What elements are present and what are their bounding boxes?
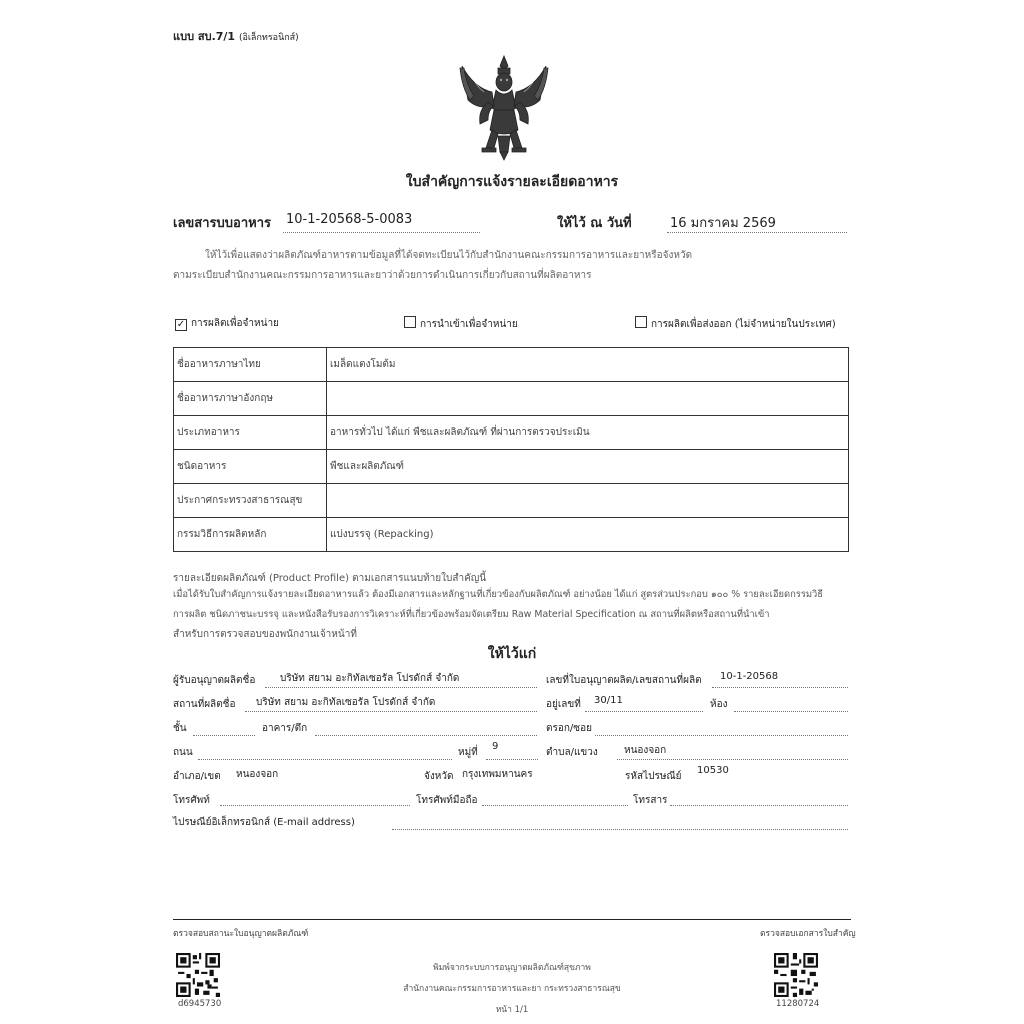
district-label: อำเภอ/เขต [173,771,221,782]
intro-line-1: ให้ไว้เพื่อแสดงว่าผลิตภัณฑ์อาหารตามข้อมูลที่ได้จดทะเบียนไว้กับสำนักงานคณะกรรมการอาหารและยาหรือจังหวัด [205,250,693,261]
food-details-table [173,347,849,552]
postcode-label: รหัสไปรษณีย์ [625,771,682,782]
footer-right-caption: ตรวจสอบเอกสารใบสำคัญ [760,929,856,939]
table-cell-value: เมล็ดแตงโมต้ม [327,348,849,382]
document-title: ใบสำคัญการแจ้งรายละเอียดอาหาร [405,174,619,190]
checkbox-unchecked [404,316,416,328]
date-value: 16 มกราคม 2569 [670,216,776,231]
alley-label: ตรอก/ซอย [546,723,592,734]
checkbox-checked: ✓ [176,319,186,330]
table-row [174,484,849,518]
fax-label: โทรสาร [633,795,668,806]
intro-line-2: ตามระเบียบสำนักงานคณะกรรมการอาหารและยาว่าด้วยการดำเนินการเกี่ยวกับสถานที่ผลิตอาหาร [173,270,592,281]
registration-label: เลขสารบบอาหาร [173,216,271,231]
checkbox-unchecked [635,316,647,328]
table-cell-value [327,484,849,518]
table-cell-value: พืชและผลิตภัณฑ์ [327,450,849,484]
garuda-emblem-icon [452,52,556,162]
province-value: กรุงเทพมหานคร [462,769,533,780]
table-cell-label: กรรมวิธีการผลิตหลัก [174,518,327,552]
license-number-value: 10-1-20568 [720,671,779,682]
purpose-option-manufacture [175,316,279,331]
table-cell-label: ชนิดอาหาร [174,450,327,484]
floor-label: ชั้น [173,723,187,734]
table-cell-value: แบ่งบรรจุ (Repacking) [327,518,849,552]
moo-label: หมู่ที่ [458,747,478,758]
road-label: ถนน [173,747,193,758]
place-label: สถานที่ผลิตชื่อ [173,699,236,710]
right-qr-code-number: 11280724 [776,999,820,1009]
left-qr-code-number: d6945730 [178,999,222,1009]
table-cell-value [327,382,849,416]
phone-label: โทรศัพท์ [173,795,210,806]
province-label: จังหวัด [424,771,454,782]
table-row [174,382,849,416]
notes-line-3: การผลิต ชนิดภาชนะบรรจุ และหนังสือรับรองการวิเคราะห์ที่เกี่ยวข้องพร้อมจัดเตรียม Raw Material Specification ณ สถานที่ผลิตหรือสถานที่นำเข้า [173,609,770,620]
holder-value: บริษัท สยาม อะกิทัลเซอรัล โปรดักส์ จำกัด [280,673,460,684]
footer-center-line-1: พิมพ์จากระบบการอนุญาตผลิตภัณฑ์สุขภาพ [433,963,591,973]
house-number-label: อยู่เลขที่ [546,699,581,710]
notes-line-1: รายละเอียดผลิตภัณฑ์ (Product Profile) ตามเอกสารแนบท้ายใบสำคัญนี้ [173,573,487,584]
footer-divider [173,919,851,920]
license-number-label: เลขที่ใบอนุญาตผลิต/เลขสถานที่ผลิต [546,675,702,686]
purpose-option-export [635,316,836,332]
house-number-value: 30/11 [594,695,623,706]
mobile-label: โทรศัพท์มือถือ [416,795,478,806]
form-code-text: แบบ สบ.7/1 [173,30,236,43]
purpose-option-manufacture-label: การผลิตเพื่อจำหน่าย [191,318,279,329]
footer-left-caption: ตรวจสอบสถานะใบอนุญาตผลิตภัณฑ์ [173,929,309,939]
footer-center-line-2: สำนักงานคณะกรรมการอาหารและยา กระทรวงสาธารณสุข [403,984,621,994]
subdistrict-value: หนองจอก [624,745,667,756]
date-label: ให้ไว้ ณ วันที่ [557,216,632,231]
notes-line-4: สำหรับการตรวจสอบของพนักงานเจ้าหน้าที่ [173,629,357,640]
form-code [173,27,299,45]
table-cell-label: ชื่ออาหารภาษาไทย [174,348,327,382]
room-label: ห้อง [710,699,728,710]
table-cell-label: ประเภทอาหาร [174,416,327,450]
moo-value: 9 [492,741,499,752]
subdistrict-label: ตำบล/แขวง [546,747,598,758]
table-cell-label: ประกาศกระทรวงสาธารณสุข [174,484,327,518]
registration-number: 10-1-20568-5-0083 [286,212,413,227]
form-code-note: (อิเล็กทรอนิกส์) [238,33,299,43]
table-cell-value: อาหารทั่วไป ได้แก่ พืชและผลิตภัณฑ์ ที่ผ่านการตรวจประเมิน [327,416,849,450]
table-row [174,518,849,552]
table-row [174,416,849,450]
building-label: อาคาร/ตึก [262,723,308,734]
purpose-option-import-label: การนำเข้าเพื่อจำหน่าย [420,319,518,330]
postcode-value: 10530 [697,765,729,776]
place-value: บริษัท สยาม อะกิทัลเซอรัล โปรดักส์ จำกัด [256,697,436,708]
purpose-option-import [404,316,518,332]
footer-page-number: หน้า 1/1 [495,1005,529,1015]
table-cell-label: ชื่ออาหารภาษาอังกฤษ [174,382,327,416]
purpose-option-export-label: การผลิตเพื่อส่งออก (ไม่จำหน่ายในประเทศ) [651,319,836,330]
district-value: หนองจอก [236,769,279,780]
holder-label: ผู้รับอนุญาตผลิตชื่อ [173,675,256,686]
notes-line-2: เมื่อได้รับใบสำคัญการแจ้งรายละเอียดอาหารแล้ว ต้องมีเอกสารและหลักฐานที่เกี่ยวข้องกับผลิตภัณฑ์ อย่างน้อย ได้แก่ สูตรส่วนประกอบ ๑๐๐ % รายละเอียดกรรมวิธี [173,589,824,600]
given-to-heading: ให้ไว้แก่ [487,646,537,662]
table-row [174,450,849,484]
email-label: ไปรษณีย์อิเล็กทรอนิกส์ (E-mail address) [173,817,355,828]
table-row [174,348,849,382]
